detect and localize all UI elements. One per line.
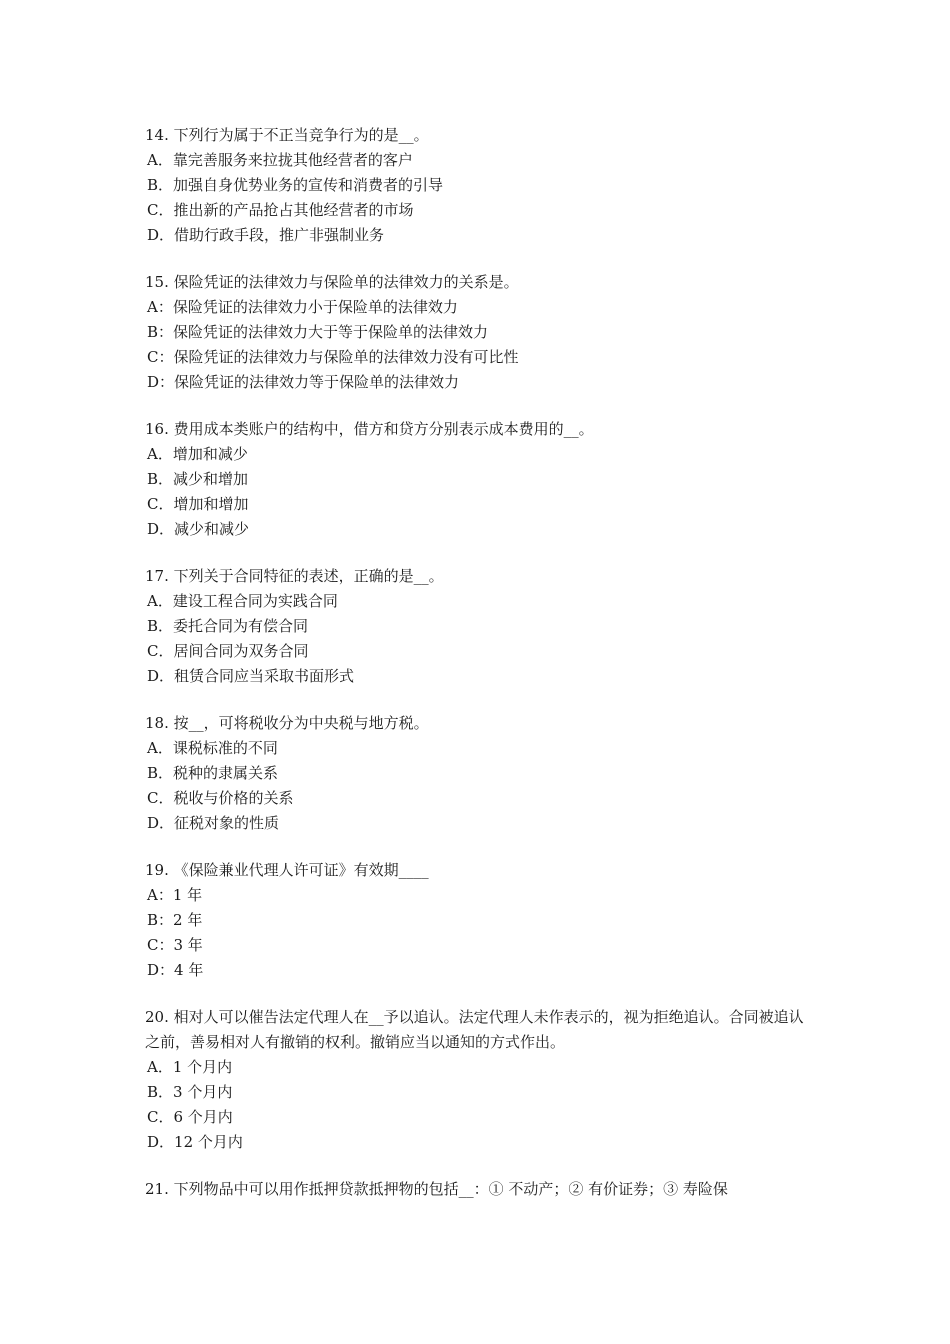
option-d: D：保险凭证的法律效力等于保险单的法律效力 [147, 373, 460, 391]
question-14 [145, 123, 810, 248]
option-d: D．征税对象的性质 [147, 814, 280, 832]
option-b: B．加强自身优势业务的宣传和消费者的引导 [147, 176, 444, 194]
option-b: B．减少和增加 [147, 470, 249, 488]
question-stem: 17. 下列关于合同特征的表述，正确的是__。 [145, 567, 444, 585]
question-21 [145, 1177, 810, 1202]
option-c: C．6 个月内 [147, 1108, 233, 1126]
question-stem: 15. 保险凭证的法律效力与保险单的法律效力的关系是。 [145, 273, 519, 291]
option-d: D：4 年 [147, 961, 204, 979]
option-a: A．1 个月内 [147, 1058, 233, 1076]
question-stem: 19. 《保险兼业代理人许可证》有效期____ [145, 861, 429, 879]
question-16 [145, 417, 810, 542]
option-c: C．推出新的产品抢占其他经营者的市场 [147, 201, 414, 219]
option-a: A：1 年 [147, 886, 203, 904]
option-a: A．建设工程合同为实践合同 [147, 592, 338, 610]
question-15 [145, 270, 810, 395]
question-stem: 20. 相对人可以催告法定代理人在__予以追认。法定代理人未作表示的，视为拒绝追认。合同被追认之前，善易相对人有撤销的权利。撤销应当以通知的方式作出。 [145, 1008, 804, 1051]
option-a: A．课税标准的不同 [147, 739, 278, 757]
option-a: A．增加和减少 [147, 445, 248, 463]
option-b: B．3 个月内 [147, 1083, 233, 1101]
option-b: B：2 年 [147, 911, 203, 929]
option-d: D．借助行政手段，推广非强制业务 [147, 226, 385, 244]
option-c: C：保险凭证的法律效力与保险单的法律效力没有可比性 [147, 348, 519, 366]
question-18 [145, 711, 810, 836]
question-stem: 14. 下列行为属于不正当竞争行为的是__。 [145, 126, 429, 144]
option-b: B．委托合同为有偿合同 [147, 617, 309, 635]
question-17 [145, 564, 810, 689]
option-a: A：保险凭证的法律效力小于保险单的法律效力 [147, 298, 458, 316]
question-stem: 18. 按__，可将税收分为中央税与地方税。 [145, 714, 429, 732]
option-b: B．税种的隶属关系 [147, 764, 279, 782]
question-19 [145, 858, 810, 983]
question-stem: 21. 下列物品中可以用作抵押贷款抵押物的包括__：① 不动产；② 有价证券；③ 寿险保 [145, 1180, 728, 1198]
option-c: C．居间合同为双务合同 [147, 642, 309, 660]
option-d: D．12 个月内 [147, 1133, 243, 1151]
option-c: C．增加和增加 [147, 495, 249, 513]
option-d: D．减少和减少 [147, 520, 250, 538]
question-stem: 16. 费用成本类账户的结构中，借方和贷方分别表示成本费用的__。 [145, 420, 594, 438]
option-c: C．税收与价格的关系 [147, 789, 294, 807]
option-d: D．租赁合同应当采取书面形式 [147, 667, 355, 685]
option-c: C：3 年 [147, 936, 203, 954]
document-page [145, 123, 810, 1224]
option-b: B：保险凭证的法律效力大于等于保险单的法律效力 [147, 323, 489, 341]
option-a: A．靠完善服务来拉拢其他经营者的客户 [147, 151, 413, 169]
question-20 [145, 1005, 810, 1155]
